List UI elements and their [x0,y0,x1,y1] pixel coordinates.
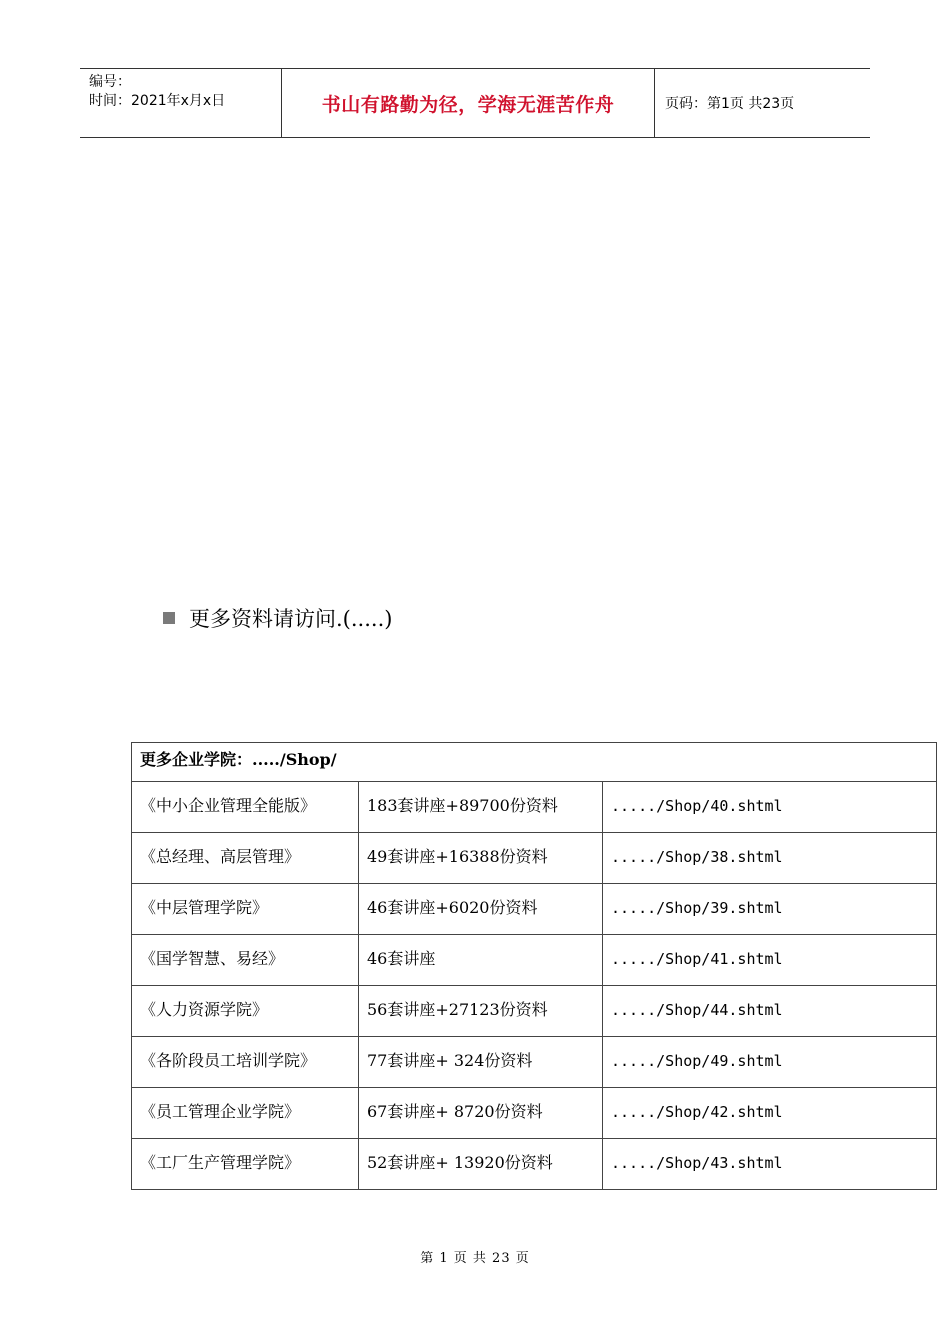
course-link[interactable]: ...../Shop/43.shtml [603,1139,937,1190]
table-row [132,935,937,986]
course-link[interactable]: ...../Shop/41.shtml [603,935,937,986]
course-count: 56套讲座+27123份资料 [359,986,603,1037]
table-row [132,833,937,884]
course-count: 52套讲座+ 13920份资料 [359,1139,603,1190]
motto: 书山有路勤为径，学海无涯苦作舟 [321,93,615,116]
square-bullet-icon [163,612,175,624]
table-title: 更多企业学院：...../Shop/ [132,743,937,782]
number-label: 编号： [89,74,131,90]
course-link[interactable]: ...../Shop/40.shtml [603,782,937,833]
course-name: 《各阶段员工培训学院》 [132,1037,359,1088]
page-footer: 第 1 页 共 23 页 [420,1251,530,1266]
course-count: 49套讲座+16388份资料 [359,833,603,884]
course-name: 《工厂生产管理学院》 [132,1139,359,1190]
table-title-row [132,743,937,782]
course-count: 67套讲座+ 8720份资料 [359,1088,603,1139]
table-row [132,782,937,833]
header-meta [80,69,281,137]
course-count: 77套讲座+ 324份资料 [359,1037,603,1088]
course-count: 183套讲座+89700份资料 [359,782,603,833]
table-row [132,884,937,935]
visit-text[interactable]: 更多资料请访问.(.....) [189,607,393,631]
table-row [132,986,937,1037]
course-name: 《中小企业管理全能版》 [132,782,359,833]
page-header [80,68,870,138]
course-name: 《总经理、高层管理》 [132,833,359,884]
course-name: 《国学智慧、易经》 [132,935,359,986]
visit-line [163,603,392,633]
course-name: 《员工管理企业学院》 [132,1088,359,1139]
table-row [132,1037,937,1088]
course-name: 《人力资源学院》 [132,986,359,1037]
course-link[interactable]: ...../Shop/42.shtml [603,1088,937,1139]
table-row [132,1088,937,1139]
course-link[interactable]: ...../Shop/49.shtml [603,1037,937,1088]
time-label: 时间：2021年x月x日 [89,93,226,109]
academy-table [131,742,937,1190]
course-link[interactable]: ...../Shop/39.shtml [603,884,937,935]
header-motto-cell [281,69,655,137]
page-label: 页码：第1页 共23页 [665,96,795,112]
course-count: 46套讲座+6020份资料 [359,884,603,935]
course-link[interactable]: ...../Shop/38.shtml [603,833,937,884]
table-row [132,1139,937,1190]
course-link[interactable]: ...../Shop/44.shtml [603,986,937,1037]
header-page-cell [655,69,870,137]
course-name: 《中层管理学院》 [132,884,359,935]
course-count: 46套讲座 [359,935,603,986]
